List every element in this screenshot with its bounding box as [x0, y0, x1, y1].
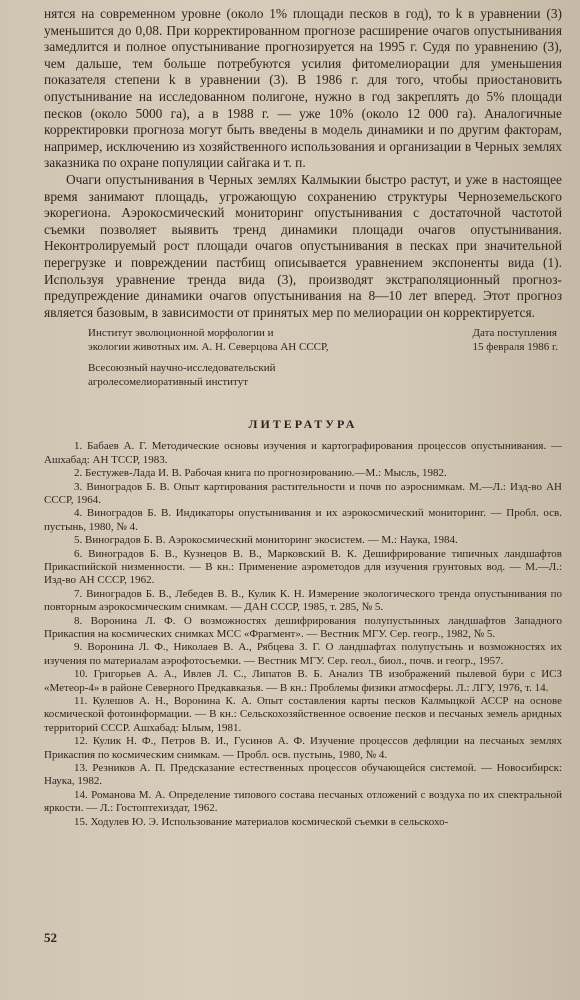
reference-item: 14. Романова М. А. Определение типового состава песчаных отложений с воздуха по их спектральной яркости. — Л.: Гостоптехиздат, 1962.: [44, 788, 562, 815]
reference-item: 6. Виноградов Б. В., Кузнецов В. В., Марковский В. К. Дешифрирование типичных ландшафтов Прикаспийской низменности. — В кн.: Применение аэрометодов для изучения грунтовых вод. — М.—Л.: Изд-во АН СССР, 1962.: [44, 547, 562, 587]
reference-item: 11. Кулешов А. Н., Воронина К. А. Опыт составления карты песков Калмыцкой АССР на основе космической фотоинформации. — В кн.: Сельскохозяйственное освоение песков и песчаных земель аридных территорий СССР. Ашхабад: Ылым, 1981.: [44, 695, 562, 734]
institute-1: [88, 327, 418, 354]
body-paragraph-2: Очаги опустынивания в Черных землях Калмыкии быстро растут, и уже в настоящее время занимают площадь, угрожающую сохранению структуры Черноземельского экорегиона. Аэрокосмический мониторинг опустынивания с достаточной частотой съемки позволяет выявить тренд динамики площади очагов опустынивания. Неконтролируемый рост площади очагов опустынивания в песках при значительной перегрузке и повреждении пастбищ описывается уравнением экспоненты вида (1). Используя уравнение тренда вида (3), производят экстраполяционный прогноз-предупреждение динамики очагов опустынивания на 8—10 лет вперед. Этот прогноз является базовым, в зависимости от принятых мер по мелиорации он корректируется.: [44, 171, 562, 320]
institute-1-line-2: экологии животных им. А. Н. Северцова АН СССР,: [88, 340, 329, 353]
reference-item: 8. Воронина Л. Ф. О возможностях дешифрирования полупустынных ландшафтов Западного Прикаспия на космических снимках МСС «Фрагмент». — Вестник МГУ. Сер. геогр., 1982, № 5.: [44, 614, 562, 640]
page-number: 52: [44, 930, 57, 945]
reference-item: 3. Виноградов Б. В. Опыт картирования растительности и почв по аэроснимкам. М.—Л.: Изд-во АН СССР, 1964.: [44, 480, 562, 506]
reference-item: 4. Виноградов Б. В. Индикаторы опустынивания и их аэрокосмический мониторинг. — Пробл. осв. пустынь, 1980, № 4.: [44, 507, 562, 533]
reference-item: 9. Воронина Л. Ф., Николаев В. А., Рябцева З. Г. О ландшафтах полупустынь и возможностях их изучения по материалам аэрофотосъемки. — Вестник МГУ. Сер. геол., биол., почв. и геогр., 1957.: [44, 641, 562, 667]
received-date-block: [472, 327, 562, 397]
institute-1-line-1: Институт эволюционной морфологии и: [88, 327, 274, 340]
received-date: 15 февраля 1986 г.: [472, 340, 558, 353]
affiliation-block: [44, 327, 562, 397]
reference-item: 2. Бестужев-Лада И. В. Рабочая книга по прогнозированию.—М.: Мысль, 1982.: [74, 467, 447, 480]
reference-item: 5. Виноградов Б. В. Аэрокосмический мониторинг экосистем. — М.: Наука, 1984.: [74, 534, 458, 547]
literature-title: ЛИТЕРАТУРА: [248, 417, 358, 432]
institute-2-line-1: Всесоюзный научно-исследовательский: [88, 362, 276, 375]
institutes: [44, 327, 418, 397]
institute-2: [88, 362, 418, 389]
reference-item: 13. Резников А. П. Предсказание естественных процессов обучающейся системой. — Новосибирск: Наука, 1982.: [44, 762, 562, 788]
body-paragraph-1: нятся на современном уровне (около 1% площади песков в год), то k в уравнении (3) уменьшится до 0,08. При корректированном прогнозе расширение очагов опустынивания замедлится и полное опустынивание прогнозируется на 1995 г. Судя по уравнению (3), чем дальше, тем больше потребуются усилия фитомелиорации для уменьшения показателя степени k в уравнении (3). В 1986 г. для того, чтобы приостановить опустынивание на исследованном полигоне, нужно в год закреплять до 5% площади песков (около 5000 га), а в 1988 г. — уже 10% (около 12 000 га). Аналогичные корректировки прогноза могут быть введены в модель динамики и по другим факторам, например, исключению из хозяйственного использования и организации в Черных землях заказника по охране популяции сайгака и т. п.: [44, 6, 562, 171]
institute-2-line-2: агролесомелиоративный институт: [88, 375, 249, 388]
reference-list: [44, 440, 562, 829]
reference-item: 1. Бабаев А. Г. Методические основы изучения и картографирования процессов опустынивания. — Ашхабад: АН ТССР, 1983.: [44, 440, 562, 466]
reference-item: 12. Кулик Н. Ф., Петров В. И., Гусинов А. Ф. Изучение процессов дефляции на песчаных землях Прикаспия по космическим снимкам. — Пробл. осв. пустынь, 1980, № 4.: [44, 735, 562, 761]
received-label: Дата поступления: [472, 327, 557, 340]
reference-item: 15. Ходулев Ю. Э. Использование материалов космической съемки в сельскохо-: [74, 815, 449, 828]
reference-item: 10. Григорьев А. А., Ивлев Л. С., Липатов В. Б. Анализ ТВ изображений пылевой бури с ИСЗ «Метеор-4» в районе Северного Предкавказья. — В кн.: Проблемы физики атмосферы. Л.: ЛГУ, 1976, т. 14.: [44, 668, 562, 694]
reference-item: 7. Виноградов Б. В., Лебедев В. В., Кулик К. Н. Измерение экологического тренда опустынивания по повторным аэрокосмическим снимкам. — ДАН СССР, 1985, т. 285, № 5.: [44, 587, 562, 614]
